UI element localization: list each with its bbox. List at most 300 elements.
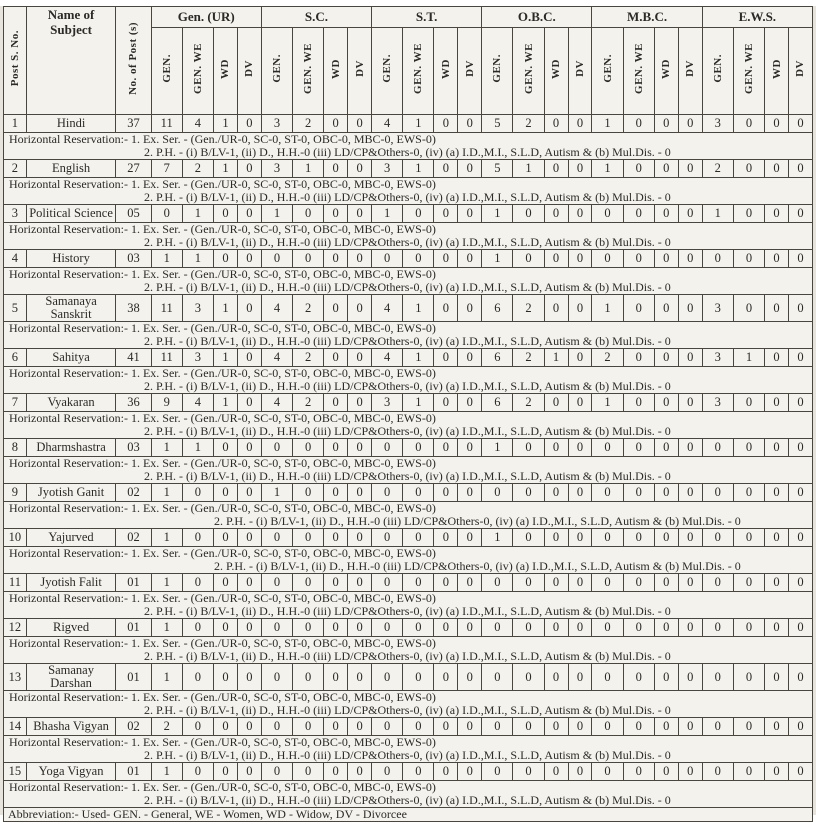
cell-vacancy-value: 0: [458, 619, 482, 637]
table-row-subject: [4, 574, 813, 592]
cell-vacancy-value: 0: [678, 619, 702, 637]
cell-vacancy-value: 3: [372, 394, 403, 412]
table-row-subject: [4, 160, 813, 178]
cell-vacancy-value: 0: [544, 160, 568, 178]
cell-vacancy-value: 0: [568, 115, 592, 133]
cell-vacancy-value: 0: [348, 115, 372, 133]
cell-vacancy-value: 0: [592, 250, 623, 268]
cell-vacancy-value: 6: [482, 295, 513, 322]
cell-vacancy-value: 1: [733, 349, 764, 367]
subcol-label: GEN.: [711, 54, 724, 83]
cell-vacancy-value: 0: [324, 115, 348, 133]
cell-vacancy-value: 0: [788, 160, 812, 178]
cell-vacancy-value: 0: [458, 763, 482, 781]
cell-vacancy-value: 0: [403, 250, 434, 268]
cell-vacancy-value: 0: [568, 619, 592, 637]
cell-vacancy-value: 0: [324, 619, 348, 637]
cell-horizontal-reservation: [4, 178, 813, 205]
cell-vacancy-value: 0: [482, 664, 513, 691]
cell-vacancy-value: 0: [765, 115, 789, 133]
reservation-line2: 2. P.H. - (i) B/LV-1, (ii) D., H.H.-0 (iii) LD/CP&Others-0, (iv) (a) I.D.,M.I., S.L.D, Autism & (b) Mul.Dis. - 0: [214, 559, 741, 573]
cell-vacancy-value: 0: [237, 349, 261, 367]
table-row-reservation: [4, 412, 813, 439]
cell-vacancy-value: 0: [654, 529, 678, 547]
cell-vacancy-value: 0: [654, 250, 678, 268]
cell-no-of-posts: 02: [116, 484, 151, 502]
cell-vacancy-value: 0: [261, 718, 292, 736]
cell-vacancy-value: 0: [213, 484, 237, 502]
cell-vacancy-value: 1: [592, 115, 623, 133]
cell-no-of-posts: 36: [116, 394, 151, 412]
table-row-subject: [4, 529, 813, 547]
cell-vacancy-value: 0: [733, 160, 764, 178]
cell-vacancy-value: 0: [348, 394, 372, 412]
cell-vacancy-value: 1: [151, 574, 182, 592]
cell-vacancy-value: 0: [372, 619, 403, 637]
subcol-label: GEN. WE: [412, 43, 425, 94]
reservation-line1: Horizontal Reservation:- 1. Ex. Ser. - (Gen./UR-0, SC-0, ST-0, OBC-0, MBC-0, EWS-0): [9, 501, 436, 515]
cell-horizontal-reservation: [4, 223, 813, 250]
cell-vacancy-value: 0: [702, 574, 733, 592]
vacancy-table: [3, 6, 813, 822]
cell-vacancy-value: 1: [403, 160, 434, 178]
cell-subject-name: Jyotish Ganit: [26, 484, 115, 502]
cell-subject-name: Jyotish Falit: [26, 574, 115, 592]
cell-vacancy-value: 0: [513, 439, 544, 457]
cell-vacancy-value: 0: [182, 763, 213, 781]
cell-horizontal-reservation: [4, 457, 813, 484]
cell-vacancy-value: 0: [544, 205, 568, 223]
subcol-label: GEN.: [160, 54, 173, 83]
header-subcol-dv: [458, 28, 482, 115]
cell-vacancy-value: 0: [623, 115, 654, 133]
reservation-line1: Horizontal Reservation:- 1. Ex. Ser. - (Gen./UR-0, SC-0, ST-0, OBC-0, MBC-0, EWS-0): [9, 321, 436, 335]
cell-vacancy-value: 0: [482, 763, 513, 781]
cell-vacancy-value: 0: [372, 439, 403, 457]
cell-post-sno: 6: [4, 349, 27, 367]
subcol-label: WD: [550, 58, 563, 79]
cell-vacancy-value: 0: [765, 349, 789, 367]
cell-vacancy-value: 0: [568, 439, 592, 457]
cell-vacancy-value: 3: [702, 349, 733, 367]
cell-vacancy-value: 2: [513, 115, 544, 133]
cell-vacancy-value: 0: [678, 574, 702, 592]
cell-vacancy-value: 0: [733, 718, 764, 736]
cell-vacancy-value: 0: [678, 205, 702, 223]
reservation-line1: Horizontal Reservation:- 1. Ex. Ser. - (Gen./UR-0, SC-0, ST-0, OBC-0, MBC-0, EWS-0): [9, 267, 436, 281]
cell-vacancy-value: 0: [372, 529, 403, 547]
cell-vacancy-value: 0: [434, 484, 458, 502]
cell-vacancy-value: 7: [151, 160, 182, 178]
cell-no-of-posts: 02: [116, 718, 151, 736]
cell-vacancy-value: 0: [458, 295, 482, 322]
cell-vacancy-value: 0: [623, 529, 654, 547]
cell-vacancy-value: 0: [788, 529, 812, 547]
cell-vacancy-value: 0: [434, 574, 458, 592]
cell-vacancy-value: 0: [182, 484, 213, 502]
cell-horizontal-reservation: [4, 691, 813, 718]
table-row-subject: [4, 664, 813, 691]
cell-vacancy-value: 0: [513, 763, 544, 781]
cell-vacancy-value: 1: [482, 205, 513, 223]
cell-vacancy-value: 0: [733, 115, 764, 133]
cell-vacancy-value: 0: [293, 619, 324, 637]
cell-vacancy-value: 0: [237, 763, 261, 781]
cell-vacancy-value: 0: [434, 115, 458, 133]
cell-vacancy-value: 0: [458, 718, 482, 736]
cell-vacancy-value: 0: [765, 574, 789, 592]
cell-vacancy-value: 0: [458, 529, 482, 547]
cell-vacancy-value: 0: [544, 763, 568, 781]
cell-vacancy-value: 0: [544, 664, 568, 691]
cell-horizontal-reservation: [4, 781, 813, 808]
header-group-sc: S.C.: [261, 7, 371, 28]
cell-vacancy-value: 2: [513, 394, 544, 412]
subcol-label: DV: [684, 60, 697, 77]
cell-subject-name: Yoga Vigyan: [26, 763, 115, 781]
cell-vacancy-value: 0: [654, 763, 678, 781]
cell-vacancy-value: 0: [592, 718, 623, 736]
cell-vacancy-value: 0: [182, 574, 213, 592]
cell-vacancy-value: 0: [434, 718, 458, 736]
cell-vacancy-value: 4: [372, 115, 403, 133]
cell-vacancy-value: 0: [237, 664, 261, 691]
cell-vacancy-value: 4: [372, 349, 403, 367]
cell-vacancy-value: 0: [623, 439, 654, 457]
subcol-label: WD: [439, 58, 452, 79]
cell-vacancy-value: 2: [513, 349, 544, 367]
cell-vacancy-value: 0: [403, 718, 434, 736]
cell-vacancy-value: 3: [261, 115, 292, 133]
cell-vacancy-value: 0: [348, 439, 372, 457]
cell-vacancy-value: 0: [702, 484, 733, 502]
cell-vacancy-value: 0: [592, 484, 623, 502]
cell-vacancy-value: 0: [261, 250, 292, 268]
cell-vacancy-value: 0: [434, 295, 458, 322]
cell-vacancy-value: 0: [458, 394, 482, 412]
table-row-subject: [4, 619, 813, 637]
subcol-label: DV: [794, 60, 807, 77]
cell-vacancy-value: 0: [765, 205, 789, 223]
cell-vacancy-value: 1: [482, 529, 513, 547]
header-post-sno: [4, 7, 27, 115]
cell-vacancy-value: 0: [293, 205, 324, 223]
cell-vacancy-value: 0: [654, 160, 678, 178]
cell-vacancy-value: 0: [568, 394, 592, 412]
cell-vacancy-value: 0: [403, 205, 434, 223]
cell-vacancy-value: 2: [151, 718, 182, 736]
cell-vacancy-value: 0: [702, 250, 733, 268]
cell-vacancy-value: 0: [348, 250, 372, 268]
cell-vacancy-value: 0: [348, 295, 372, 322]
cell-vacancy-value: 0: [182, 529, 213, 547]
header-subcol-dv: [788, 28, 812, 115]
cell-horizontal-reservation: [4, 547, 813, 574]
cell-vacancy-value: 0: [434, 439, 458, 457]
cell-vacancy-value: 0: [678, 160, 702, 178]
header-subcol-wd: [324, 28, 348, 115]
subcol-label: DV: [243, 60, 256, 77]
cell-vacancy-value: 0: [678, 349, 702, 367]
cell-vacancy-value: 1: [403, 349, 434, 367]
cell-vacancy-value: 0: [788, 295, 812, 322]
cell-post-sno: 5: [4, 295, 27, 322]
reservation-line1: Horizontal Reservation:- 1. Ex. Ser. - (Gen./UR-0, SC-0, ST-0, OBC-0, MBC-0, EWS-0): [9, 132, 436, 146]
cell-vacancy-value: 0: [544, 295, 568, 322]
header-subcol-gen: [482, 28, 513, 115]
cell-vacancy-value: 0: [237, 205, 261, 223]
cell-vacancy-value: 0: [348, 718, 372, 736]
cell-vacancy-value: 0: [293, 664, 324, 691]
header-subcol-gen: [592, 28, 623, 115]
cell-vacancy-value: 0: [434, 205, 458, 223]
cell-vacancy-value: 4: [261, 295, 292, 322]
cell-vacancy-value: 0: [458, 664, 482, 691]
cell-vacancy-value: 1: [213, 115, 237, 133]
header-subcol-wd: [434, 28, 458, 115]
table-row-reservation: [4, 178, 813, 205]
cell-no-of-posts: 01: [116, 574, 151, 592]
cell-vacancy-value: 0: [372, 763, 403, 781]
cell-subject-name: Political Science: [26, 205, 115, 223]
cell-vacancy-value: 0: [544, 484, 568, 502]
table-row-subject: [4, 763, 813, 781]
cell-vacancy-value: 1: [403, 115, 434, 133]
subcol-label: WD: [660, 58, 673, 79]
cell-vacancy-value: 0: [182, 718, 213, 736]
subcol-label: GEN. WE: [191, 43, 204, 94]
cell-vacancy-value: 0: [765, 295, 789, 322]
cell-vacancy-value: 0: [678, 439, 702, 457]
cell-vacancy-value: 0: [213, 529, 237, 547]
cell-vacancy-value: 0: [213, 718, 237, 736]
cell-vacancy-value: 0: [261, 763, 292, 781]
reservation-line1: Horizontal Reservation:- 1. Ex. Ser. - (Gen./UR-0, SC-0, ST-0, OBC-0, MBC-0, EWS-0): [9, 591, 436, 605]
cell-vacancy-value: 0: [458, 115, 482, 133]
cell-subject-name: Samanay Darshan: [26, 664, 115, 691]
cell-vacancy-value: 0: [678, 718, 702, 736]
cell-no-of-posts: 01: [116, 664, 151, 691]
cell-no-of-posts: 01: [116, 763, 151, 781]
cell-vacancy-value: 0: [654, 205, 678, 223]
cell-horizontal-reservation: [4, 502, 813, 529]
cell-subject-name: English: [26, 160, 115, 178]
cell-vacancy-value: 0: [623, 763, 654, 781]
cell-vacancy-value: 0: [702, 763, 733, 781]
cell-vacancy-value: 1: [213, 349, 237, 367]
cell-vacancy-value: 0: [237, 484, 261, 502]
header-group-st: S.T.: [372, 7, 482, 28]
table-row-reservation: [4, 736, 813, 763]
cell-vacancy-value: 0: [733, 619, 764, 637]
header-no-of-posts-label: No. of Post (s): [127, 21, 140, 95]
cell-vacancy-value: 0: [293, 529, 324, 547]
cell-vacancy-value: 0: [733, 295, 764, 322]
cell-no-of-posts: 05: [116, 205, 151, 223]
cell-vacancy-value: 0: [765, 619, 789, 637]
cell-vacancy-value: 4: [261, 394, 292, 412]
cell-vacancy-value: 1: [293, 160, 324, 178]
cell-subject-name: Yajurved: [26, 529, 115, 547]
cell-horizontal-reservation: [4, 736, 813, 763]
reservation-line2: 2. P.H. - (i) B/LV-1, (ii) D., H.H.-0 (iii) LD/CP&Others-0, (iv) (a) I.D.,M.I., S.L.D, Autism & (b) Mul.Dis. - 0: [214, 514, 741, 528]
cell-vacancy-value: 1: [592, 394, 623, 412]
cell-vacancy-value: 0: [324, 205, 348, 223]
subcol-label: GEN.: [491, 54, 504, 83]
cell-vacancy-value: 0: [403, 619, 434, 637]
cell-subject-name: Vyakaran: [26, 394, 115, 412]
cell-vacancy-value: 0: [544, 718, 568, 736]
cell-post-sno: 8: [4, 439, 27, 457]
cell-vacancy-value: 0: [513, 250, 544, 268]
cell-vacancy-value: 0: [678, 529, 702, 547]
cell-vacancy-value: 11: [151, 295, 182, 322]
cell-vacancy-value: 0: [788, 484, 812, 502]
reservation-line1: Horizontal Reservation:- 1. Ex. Ser. - (Gen./UR-0, SC-0, ST-0, OBC-0, MBC-0, EWS-0): [9, 411, 436, 425]
cell-vacancy-value: 0: [434, 394, 458, 412]
cell-vacancy-value: 0: [623, 394, 654, 412]
cell-vacancy-value: 0: [568, 763, 592, 781]
cell-vacancy-value: 0: [293, 439, 324, 457]
scanned-document-page: [0, 6, 816, 821]
cell-vacancy-value: 0: [458, 205, 482, 223]
cell-vacancy-value: 0: [482, 619, 513, 637]
cell-horizontal-reservation: [4, 133, 813, 160]
cell-vacancy-value: 4: [182, 115, 213, 133]
cell-vacancy-value: 0: [324, 250, 348, 268]
reservation-line2: 2. P.H. - (i) B/LV-1, (ii) D., H.H.-0 (iii) LD/CP&Others-0, (iv) (a) I.D.,M.I., S.L.D, Autism & (b) Mul.Dis. - 0: [144, 793, 671, 807]
cell-vacancy-value: 0: [623, 205, 654, 223]
header-no-of-posts: [116, 7, 151, 115]
reservation-line2: 2. P.H. - (i) B/LV-1, (ii) D., H.H.-0 (iii) LD/CP&Others-0, (iv) (a) I.D.,M.I., S.L.D, Autism & (b) Mul.Dis. - 0: [144, 748, 671, 762]
table-row-reservation: [4, 322, 813, 349]
cell-vacancy-value: 1: [213, 295, 237, 322]
cell-vacancy-value: 0: [324, 718, 348, 736]
cell-vacancy-value: 0: [678, 394, 702, 412]
cell-no-of-posts: 03: [116, 439, 151, 457]
reservation-line2: 2. P.H. - (i) B/LV-1, (ii) D., H.H.-0 (iii) LD/CP&Others-0, (iv) (a) I.D.,M.I., S.L.D, Autism & (b) Mul.Dis. - 0: [144, 334, 671, 348]
cell-vacancy-value: 0: [623, 484, 654, 502]
cell-vacancy-value: 2: [513, 295, 544, 322]
cell-horizontal-reservation: [4, 592, 813, 619]
subcol-label: GEN.: [381, 54, 394, 83]
cell-no-of-posts: 27: [116, 160, 151, 178]
cell-vacancy-value: 0: [678, 115, 702, 133]
cell-vacancy-value: 0: [765, 484, 789, 502]
cell-vacancy-value: 1: [182, 205, 213, 223]
reservation-line1: Horizontal Reservation:- 1. Ex. Ser. - (Gen./UR-0, SC-0, ST-0, OBC-0, MBC-0, EWS-0): [9, 366, 436, 380]
table-row-reservation: [4, 781, 813, 808]
cell-vacancy-value: 0: [237, 250, 261, 268]
cell-subject-name: Bhasha Vigyan: [26, 718, 115, 736]
table-row-reservation: [4, 502, 813, 529]
cell-vacancy-value: 3: [702, 394, 733, 412]
cell-vacancy-value: 11: [151, 349, 182, 367]
cell-vacancy-value: 1: [403, 295, 434, 322]
cell-vacancy-value: 0: [788, 574, 812, 592]
cell-vacancy-value: 0: [458, 484, 482, 502]
cell-vacancy-value: 0: [544, 394, 568, 412]
cell-vacancy-value: 0: [733, 484, 764, 502]
cell-vacancy-value: 3: [702, 295, 733, 322]
cell-vacancy-value: 0: [788, 394, 812, 412]
cell-post-sno: 9: [4, 484, 27, 502]
cell-vacancy-value: 2: [293, 394, 324, 412]
cell-vacancy-value: 0: [237, 619, 261, 637]
table-row-reservation: [4, 592, 813, 619]
cell-vacancy-value: 0: [568, 664, 592, 691]
reservation-line1: Horizontal Reservation:- 1. Ex. Ser. - (Gen./UR-0, SC-0, ST-0, OBC-0, MBC-0, EWS-0): [9, 177, 436, 191]
reservation-line2: 2. P.H. - (i) B/LV-1, (ii) D., H.H.-0 (iii) LD/CP&Others-0, (iv) (a) I.D.,M.I., S.L.D, Autism & (b) Mul.Dis. - 0: [144, 424, 671, 438]
cell-vacancy-value: 0: [434, 529, 458, 547]
cell-vacancy-value: 0: [788, 349, 812, 367]
cell-no-of-posts: 03: [116, 250, 151, 268]
cell-vacancy-value: 0: [592, 574, 623, 592]
cell-vacancy-value: 0: [348, 529, 372, 547]
cell-horizontal-reservation: [4, 322, 813, 349]
subcol-label: WD: [329, 58, 342, 79]
cell-vacancy-value: 0: [733, 574, 764, 592]
cell-vacancy-value: 0: [348, 574, 372, 592]
cell-vacancy-value: 0: [568, 295, 592, 322]
cell-post-sno: 2: [4, 160, 27, 178]
cell-vacancy-value: 0: [788, 439, 812, 457]
cell-vacancy-value: 0: [544, 574, 568, 592]
cell-vacancy-value: 0: [654, 439, 678, 457]
cell-vacancy-value: 0: [348, 160, 372, 178]
table-row-reservation: [4, 457, 813, 484]
cell-vacancy-value: 0: [434, 349, 458, 367]
cell-vacancy-value: 2: [293, 295, 324, 322]
cell-vacancy-value: 0: [544, 529, 568, 547]
cell-vacancy-value: 0: [544, 115, 568, 133]
cell-vacancy-value: 0: [733, 664, 764, 691]
reservation-line2: 2. P.H. - (i) B/LV-1, (ii) D., H.H.-0 (iii) LD/CP&Others-0, (iv) (a) I.D.,M.I., S.L.D, Autism & (b) Mul.Dis. - 0: [144, 469, 671, 483]
subcol-label: GEN. WE: [522, 43, 535, 94]
cell-vacancy-value: 0: [348, 349, 372, 367]
cell-post-sno: 14: [4, 718, 27, 736]
cell-abbreviation: [4, 808, 813, 822]
header-post-sno-label: Post S. No.: [8, 29, 21, 87]
header-subcol-genwe: [623, 28, 654, 115]
cell-vacancy-value: 0: [623, 250, 654, 268]
subcol-label: GEN.: [270, 54, 283, 83]
cell-vacancy-value: 0: [623, 160, 654, 178]
cell-vacancy-value: 0: [458, 574, 482, 592]
cell-vacancy-value: 0: [372, 484, 403, 502]
header-subcol-gen: [702, 28, 733, 115]
cell-no-of-posts: 38: [116, 295, 151, 322]
table-header: [4, 7, 813, 115]
cell-vacancy-value: 0: [788, 115, 812, 133]
cell-vacancy-value: 0: [592, 763, 623, 781]
cell-subject-name: Hindi: [26, 115, 115, 133]
cell-vacancy-value: 0: [213, 205, 237, 223]
cell-vacancy-value: 0: [513, 484, 544, 502]
cell-vacancy-value: 0: [623, 574, 654, 592]
cell-vacancy-value: 0: [654, 394, 678, 412]
header-subcol-wd: [765, 28, 789, 115]
header-subcol-gen: [151, 28, 182, 115]
header-subcol-genwe: [403, 28, 434, 115]
header-subcol-wd: [654, 28, 678, 115]
header-name-of-subject: Name of Subject: [26, 7, 115, 115]
cell-vacancy-value: 0: [151, 205, 182, 223]
cell-vacancy-value: 0: [213, 250, 237, 268]
cell-vacancy-value: 0: [765, 718, 789, 736]
cell-vacancy-value: 1: [702, 205, 733, 223]
cell-vacancy-value: 0: [513, 529, 544, 547]
